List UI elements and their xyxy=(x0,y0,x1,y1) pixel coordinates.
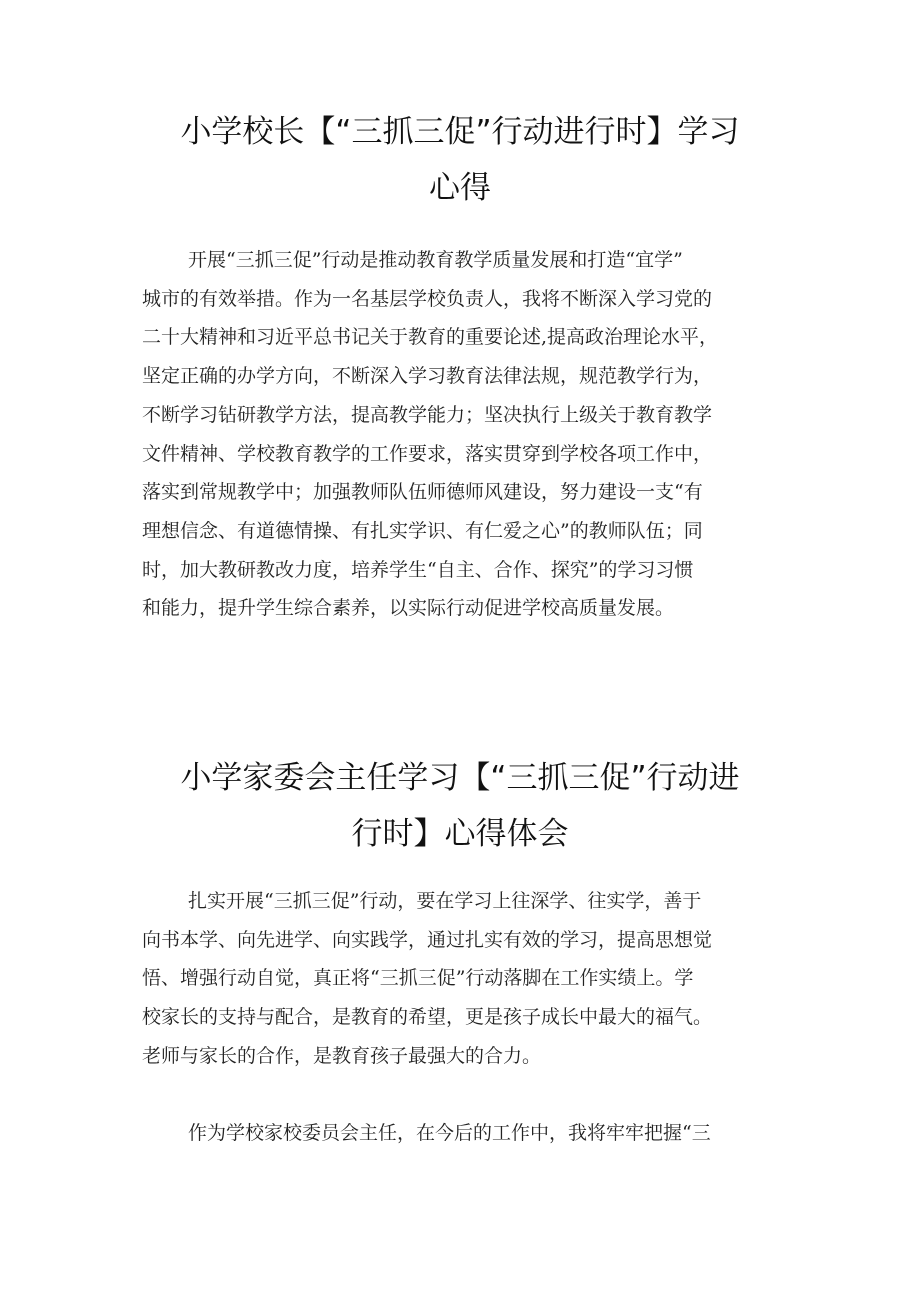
text-line: 文件精神、学校教育教学的工作要求，落实贯穿到学校各项工作中， xyxy=(142,442,713,465)
section-2-paragraph-1 xyxy=(142,882,802,1076)
title-line: 小学校长【“三抓三促”行动进行时】学习 xyxy=(180,114,740,150)
text-line: 悟、增强行动自觉，真正将“三抓三促”行动落脚在工作实绩上。学 xyxy=(142,967,694,990)
text-line: 校家长的支持与配合，是教育的希望，更是孩子成长中最大的福气。 xyxy=(142,1006,713,1029)
section-1-paragraph-1 xyxy=(142,241,802,628)
text-line: 时，加大教研教改力度，培养学生“自主、合作、探究”的学习习惯 xyxy=(142,558,694,581)
text-line: 不断学习钻研教学方法，提高教学能力；坚决执行上级关于教育教学 xyxy=(142,403,713,426)
text-line: 二十大精神和习近平总书记关于教育的重要论述,提高政治理论水平， xyxy=(142,326,719,349)
text-line: 老师与家长的合作，是教育孩子最强大的合力。 xyxy=(142,1044,542,1067)
title-line: 行时】心得体会 xyxy=(351,816,569,852)
text-line: 向书本学、向先进学、向实践学，通过扎实有效的学习，提高思想觉 xyxy=(142,928,713,951)
text-line: 城市的有效举措。作为一名基层学校负责人，我将不断深入学习党的 xyxy=(142,287,713,310)
text-line: 坚定正确的办学方向，不断深入学习教育法律法规，规范教学行为， xyxy=(142,365,713,388)
text-line: 落实到常规教学中；加强教师队伍师德师风建设，努力建设一支“有 xyxy=(142,481,703,504)
text-line: 扎实开展“三抓三促”行动，要在学习上往深学、往实学，善于 xyxy=(188,890,702,912)
text-line: 理想信念、有道德情操、有扎实学识、有仁爱之心”的教师队伍；同 xyxy=(142,519,703,542)
section-2-title xyxy=(130,750,790,862)
section-1-title xyxy=(130,104,790,216)
title-line: 心得 xyxy=(429,170,491,206)
text-line: 作为学校家校委员会主任，在今后的工作中，我将牢牢把握“三 xyxy=(188,1122,711,1144)
text-line: 开展“三抓三促”行动是推动教育教学质量发展和打造“宜学” xyxy=(188,249,683,271)
text-line: 和能力，提升学生综合素养，以实际行动促进学校高质量发展。 xyxy=(142,597,675,620)
section-2-paragraph-2 xyxy=(142,1114,802,1153)
title-line: 小学家委会主任学习【“三抓三促”行动进 xyxy=(180,760,740,796)
